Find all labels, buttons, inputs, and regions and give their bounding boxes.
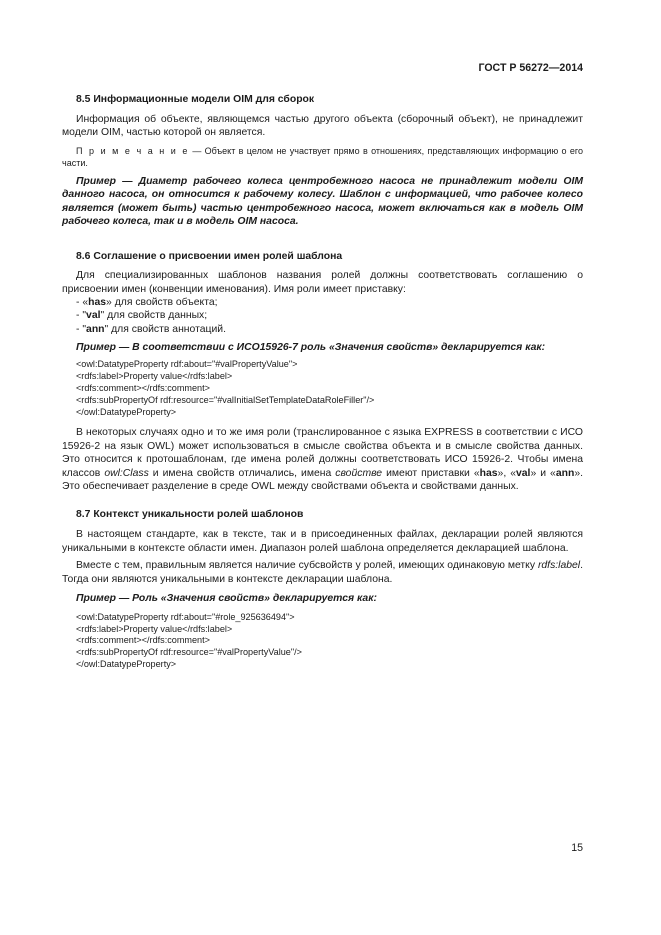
prefix-list <box>62 296 583 336</box>
list-item: - «has» для свойств объекта; <box>76 297 218 308</box>
section-8-5-paragraph: Информация об объекте, являющемся частью другого объекта (сборочный объект), не принадлежит модели OIM, частью которой он является. <box>62 113 583 138</box>
note-text: — Объект в целом не участвует прямо в отношениях, представляющих информацию о его части. <box>62 145 583 168</box>
section-8-6-example-label: Пример — В соответствии с ИСО15926-7 роль «Значения свойств» декларируется как: <box>76 341 546 353</box>
section-8-7-title: 8.7 Контекст уникальности ролей шаблонов <box>76 508 304 520</box>
section-8-5-example: Пример — Диаметр рабочего колеса центробежного насоса не принадлежит модели OIM данного насоса, он относится к рабочему колесу. Шаблон с информацией, что рабочее колесо является (может быть) частью центробежного насоса, может включаться как в модель OIM рабочего колеса, так и в модель OIM насоса. <box>62 175 583 227</box>
section-8-7-paragraph-2: Вместе с тем, правильным является наличие субсвойств у ролей, имеющих одинаковую метку rdfs:label. Тогда они являются уникальными в контексте декларации шаблона. <box>62 560 583 585</box>
list-item: - "val" для свойств данных; <box>76 310 208 322</box>
section-8-7-code-block <box>62 612 583 671</box>
section-8-6-paragraph-2: В некоторых случаях одно и то же имя роли (транслированное с языка EXPRESS в соответствии с ИСО 15926-2 на язык OWL) может использоваться в смысле свойства объекта и в смысле свойства данных. Это относится к протошаблонам, где имена ролей должны соответствовать ИСО 15926-2. Чтобы имена классов owl:Class и имена свойств отличались, имена свойстве имеют приставки «has», «val» и «ann». Это обеспечивает разделение в среде OWL между свойствами объекта и свойствами данных. <box>62 427 583 493</box>
code-line: <rdfs:label>Property value</rdfs:label> <box>76 371 233 382</box>
code-line: <rdfs:subPropertyOf rdf:resource="#valInitialSetTemplateDataRoleFiller"/> <box>76 394 375 405</box>
code-line: </owl:DatatypeProperty> <box>76 659 177 670</box>
standard-number: ГОСТ Р 56272—2014 <box>478 62 583 74</box>
section-8-6-code-block <box>62 359 583 418</box>
section-8-6-title: 8.6 Соглашение о присвоении имен ролей шаблона <box>76 250 343 262</box>
note-label: П р и м е ч а н и е <box>76 145 189 156</box>
code-line: <rdfs:subPropertyOf rdf:resource="#valPropertyValue"/> <box>76 647 302 658</box>
page-content <box>62 93 583 671</box>
code-line: <rdfs:comment></rdfs:comment> <box>76 635 210 646</box>
code-line: <rdfs:comment></rdfs:comment> <box>76 382 210 393</box>
code-line: </owl:DatatypeProperty> <box>76 406 177 417</box>
section-8-5-title: 8.5 Информационные модели OIM для сборок <box>76 94 315 105</box>
list-item: - "ann" для свойств аннотаций. <box>76 323 226 335</box>
page-number: 15 <box>571 842 583 854</box>
code-line: <owl:DatatypeProperty rdf:about="#role_925636494"> <box>76 611 295 622</box>
code-line: <rdfs:label>Property value</rdfs:label> <box>76 623 233 634</box>
section-8-6-paragraph-1: Для специализированных шаблонов названия ролей должны соответствовать соглашению о присвоении имен (конвенции именования). Имя роли имеет приставку: <box>62 270 583 295</box>
section-8-7-paragraph-1: В настоящем стандарте, как в тексте, так и в присоединенных файлах, декларации ролей являются уникальными в контексте области имен. Диапазон ролей шаблона определяется декларацией шаблона. <box>62 529 583 554</box>
section-8-5-note <box>62 145 583 169</box>
section-8-7-example-label: Пример — Роль «Значения свойств» декларируется как: <box>76 593 377 605</box>
code-line: <owl:DatatypeProperty rdf:about="#valPropertyValue"> <box>76 359 298 370</box>
